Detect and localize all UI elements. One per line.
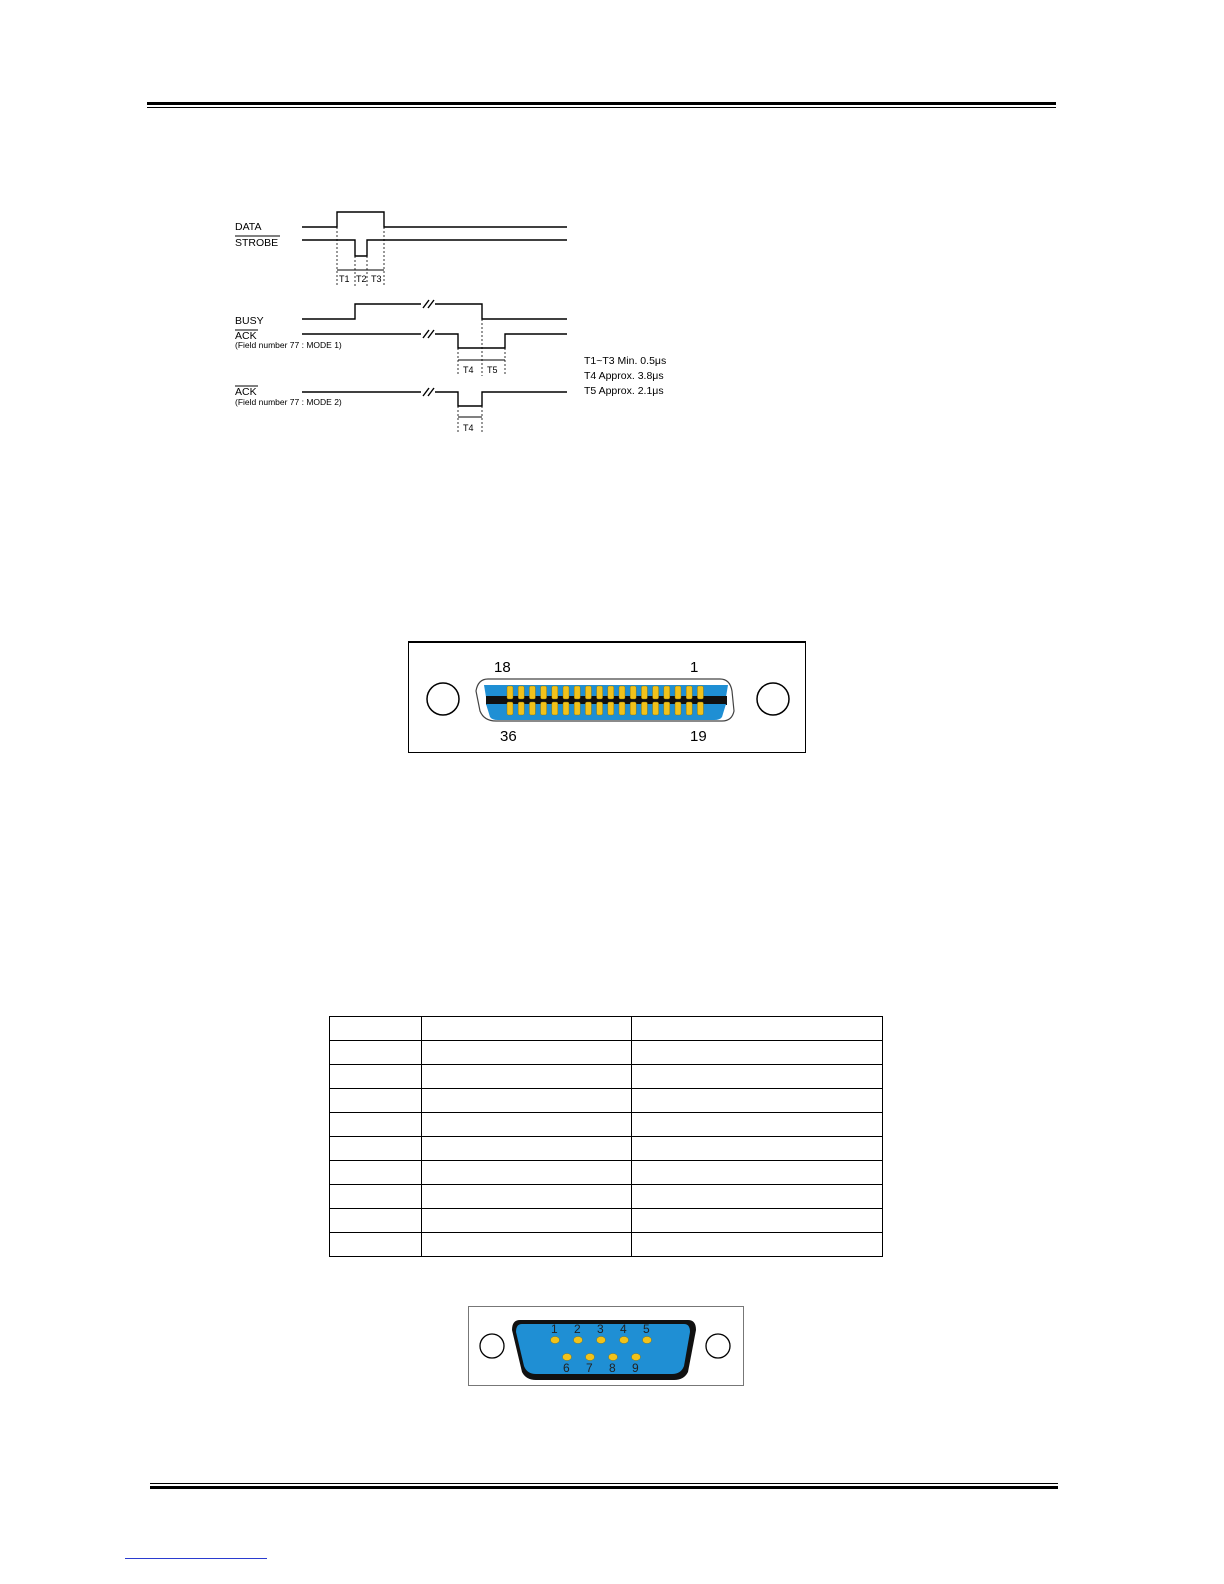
t4-mode2-label: T4 [463, 423, 474, 433]
table-cell [632, 1065, 883, 1089]
timing-note-2: T4 Approx. 3.8μs [584, 370, 664, 382]
strobe-waveform [302, 240, 567, 256]
strobe-label: STROBE [235, 237, 279, 249]
table-cell [632, 1113, 883, 1137]
data-label: DATA [235, 221, 262, 233]
serial-pin-label-4: 4 [620, 1322, 627, 1336]
pin-label-18: 18 [494, 659, 511, 676]
parallel-pin-top [608, 686, 614, 699]
table-cell [422, 1161, 632, 1185]
pin-assignment-table [329, 1016, 883, 1257]
parallel-pin-top [597, 686, 603, 699]
table-cell [330, 1041, 422, 1065]
parallel-pin-top [563, 686, 569, 699]
ack-mode2-label: ACK [235, 386, 257, 398]
parallel-pin-bottom [675, 702, 681, 715]
parallel-pin-top [529, 686, 535, 699]
timing-note-1: T1~T3 Min. 0.5μs [584, 355, 667, 367]
serial-pin-1 [551, 1337, 560, 1344]
serial-pin-label-8: 8 [609, 1361, 616, 1375]
parallel-pin-top [697, 686, 703, 699]
table-cell [330, 1161, 422, 1185]
serial-pin-9 [632, 1354, 641, 1361]
ack-mode1-note: (Field number 77 : MODE 1) [235, 340, 342, 350]
parallel-pin-top [653, 686, 659, 699]
parallel-pin-bottom [619, 702, 625, 715]
serial-pin-3 [597, 1337, 606, 1344]
table-cell [632, 1137, 883, 1161]
parallel-pin-bottom [541, 702, 547, 715]
parallel-pin-top [507, 686, 513, 699]
ack-mode2-note: (Field number 77 : MODE 2) [235, 397, 342, 407]
table-cell [632, 1161, 883, 1185]
ack-mode1-label: ACK [235, 330, 257, 342]
serial-pin-7 [586, 1354, 595, 1361]
table-cell [422, 1065, 632, 1089]
serial-pin-5 [643, 1337, 652, 1344]
t2-label: T2 [356, 274, 367, 284]
parallel-pin-bottom [608, 702, 614, 715]
parallel-pin-bottom [552, 702, 558, 715]
table-row [330, 1017, 883, 1041]
parallel-pin-bottom [697, 702, 703, 715]
serial-pin-label-2: 2 [574, 1322, 581, 1336]
timing-diagram [225, 200, 685, 440]
table-cell [422, 1137, 632, 1161]
table-cell [422, 1041, 632, 1065]
table-cell [422, 1089, 632, 1113]
serial-mounting-hole-right [706, 1334, 730, 1358]
table-cell [330, 1233, 422, 1257]
serial-pin-label-3: 3 [597, 1322, 604, 1336]
parallel-pin-top [541, 686, 547, 699]
table-cell [632, 1209, 883, 1233]
parallel-pin-bottom [686, 702, 692, 715]
table-cell [330, 1113, 422, 1137]
pin-label-19: 19 [690, 728, 707, 745]
table-row [330, 1041, 883, 1065]
parallel-pin-top [675, 686, 681, 699]
footer-link-underline[interactable] [125, 1558, 267, 1559]
serial-pin-label-7: 7 [586, 1361, 593, 1375]
table-row [330, 1065, 883, 1089]
parallel-pin-bottom [529, 702, 535, 715]
parallel-pin-bottom [585, 702, 591, 715]
table-cell [330, 1185, 422, 1209]
data-waveform [302, 212, 567, 227]
table-cell [632, 1017, 883, 1041]
table-row [330, 1089, 883, 1113]
table-row [330, 1113, 883, 1137]
serial-pin-8 [609, 1354, 618, 1361]
serial-pin-6 [563, 1354, 572, 1361]
serial-pin-2 [574, 1337, 583, 1344]
table-cell [330, 1017, 422, 1041]
busy-label: BUSY [235, 315, 264, 327]
serial-pin-label-1: 1 [551, 1322, 558, 1336]
parallel-pin-bottom [630, 702, 636, 715]
parallel-pin-top [518, 686, 524, 699]
parallel-pin-top [574, 686, 580, 699]
table-row [330, 1233, 883, 1257]
parallel-pin-top [641, 686, 647, 699]
parallel-pin-bottom [518, 702, 524, 715]
header-rule [147, 102, 1056, 108]
t5-label: T5 [487, 365, 498, 375]
parallel-pin-bottom [574, 702, 580, 715]
parallel-pin-bottom [507, 702, 513, 715]
parallel-pin-top [585, 686, 591, 699]
busy-waveform [302, 304, 421, 319]
parallel-pin-top [664, 686, 670, 699]
parallel-connector-diagram [408, 641, 806, 753]
table-cell [330, 1089, 422, 1113]
parallel-pin-top [619, 686, 625, 699]
parallel-pin-bottom [664, 702, 670, 715]
parallel-pin-bottom [597, 702, 603, 715]
serial-pin-label-9: 9 [632, 1361, 639, 1375]
table-row [330, 1185, 883, 1209]
table-cell [422, 1113, 632, 1137]
mounting-hole-left [427, 683, 459, 715]
table-cell [632, 1185, 883, 1209]
footer-rule [150, 1483, 1058, 1489]
table-cell [632, 1041, 883, 1065]
table-cell [330, 1065, 422, 1089]
table-cell [632, 1233, 883, 1257]
parallel-pin-top [686, 686, 692, 699]
table-row [330, 1161, 883, 1185]
table-cell [330, 1137, 422, 1161]
table-cell [330, 1209, 422, 1233]
pin-label-36: 36 [500, 728, 517, 745]
table-cell [422, 1185, 632, 1209]
serial-mounting-hole-left [480, 1334, 504, 1358]
parallel-pin-top [630, 686, 636, 699]
t1-label: T1 [339, 274, 350, 284]
table-cell [422, 1209, 632, 1233]
t3-label: T3 [371, 274, 382, 284]
table-cell [632, 1089, 883, 1113]
parallel-pin-bottom [641, 702, 647, 715]
serial-pin-4 [620, 1337, 629, 1344]
parallel-pin-bottom [563, 702, 569, 715]
table-row [330, 1209, 883, 1233]
t4-label: T4 [463, 365, 474, 375]
serial-connector-diagram [468, 1306, 744, 1386]
serial-pin-label-6: 6 [563, 1361, 570, 1375]
table-row [330, 1137, 883, 1161]
timing-note-3: T5 Approx. 2.1μs [584, 385, 664, 397]
parallel-pin-top [552, 686, 558, 699]
serial-pin-label-5: 5 [643, 1322, 650, 1336]
mounting-hole-right [757, 683, 789, 715]
parallel-pin-bottom [653, 702, 659, 715]
table-cell [422, 1017, 632, 1041]
table-cell [422, 1233, 632, 1257]
pin-label-1: 1 [690, 659, 699, 676]
